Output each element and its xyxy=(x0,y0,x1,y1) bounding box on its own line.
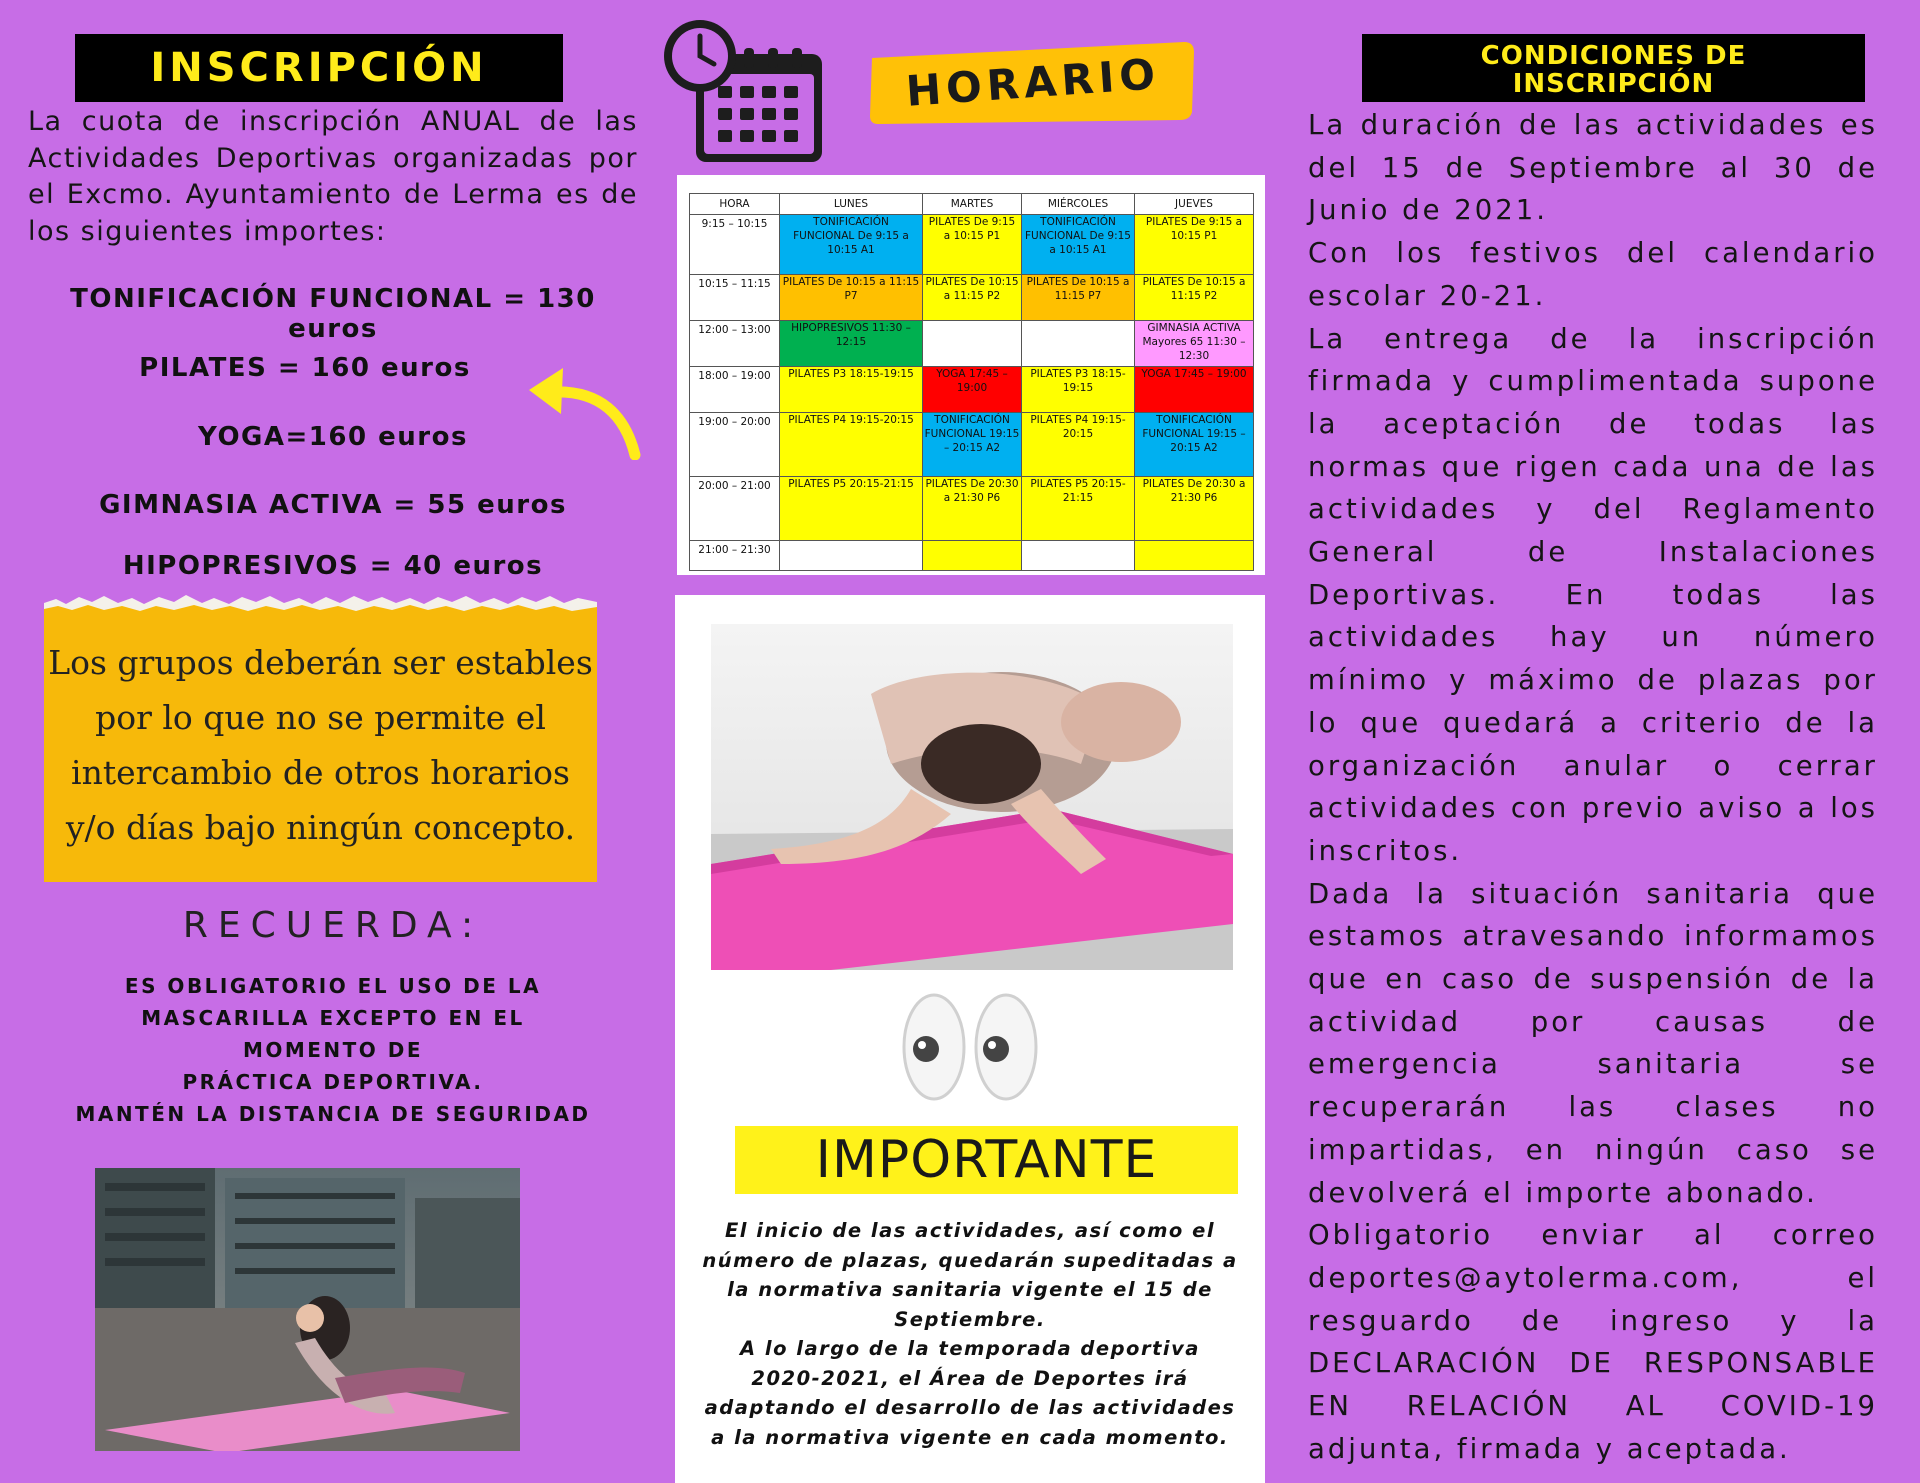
schedule-header-2: MARTES xyxy=(923,194,1022,215)
importante-title: IMPORTANTE xyxy=(815,1130,1158,1190)
horario-title: HORARIO xyxy=(904,49,1162,116)
importante-line: a la normativa vigente en cada momento. xyxy=(711,1425,1229,1449)
schedule-cell: PILATES P4 19:15-20:15 xyxy=(780,413,923,477)
schedule-hour: 12:00 – 13:00 xyxy=(690,321,780,367)
schedule-cell: PILATES De 10:15 a 11:15 P2 xyxy=(923,275,1022,321)
schedule-cell xyxy=(780,541,923,571)
price-pilates: PILATES = 160 euros xyxy=(139,353,471,383)
schedule-hour: 20:00 – 21:00 xyxy=(690,477,780,541)
price-hipopresivos: HIPOPRESIVOS = 40 euros xyxy=(122,551,544,581)
schedule-cell xyxy=(923,321,1022,367)
importante-line: la normativa sanitaria vigente el 15 de xyxy=(727,1278,1213,1301)
importante-line: adaptando el desarrollo de las actividades xyxy=(704,1396,1236,1419)
condiciones-paragraph: La duración de las actividades es del 15 de Septiembre al 30 de Junio de 2021. xyxy=(1308,109,1878,227)
importante-line: El inicio de las actividades, así como el xyxy=(724,1219,1215,1242)
schedule-header-0: HORA xyxy=(690,194,780,215)
notice-box xyxy=(44,605,597,882)
condiciones-body xyxy=(1308,104,1878,1471)
schedule-cell: PILATES De 20:30 a 21:30 P6 xyxy=(923,477,1022,541)
schedule-cell: PILATES De 20:30 a 21:30 P6 xyxy=(1135,477,1254,541)
condiciones-paragraph: Dada la situación sanitaria que estamos atravesando informamos que en caso de suspensión de la actividad por causas de emergencia sanitaria se recuperarán las clases no impartidas, en ningún caso se devolverá el importe abonado. xyxy=(1308,877,1878,1209)
price-yoga: YOGA=160 euros xyxy=(198,422,468,452)
schedule-cell: PILATES P3 18:15-19:15 xyxy=(1022,367,1135,413)
schedule-cell: PILATES De 9:15 a 10:15 P1 xyxy=(923,215,1022,275)
schedule-header-4: JUEVES xyxy=(1135,194,1254,215)
photo-woman-yoga-child-pose xyxy=(711,624,1233,970)
condiciones-title xyxy=(1362,34,1865,102)
notice-text: Los grupos deberán ser estables por lo que no se permite el intercambio de otros horarios y/o días bajo ningún concepto. xyxy=(48,643,593,847)
schedule-cell: TONIFICACIÓN FUNCIONAL 19:15 – 20:15 A2 xyxy=(1135,413,1254,477)
schedule-cell: HIPOPRESIVOS 11:30 – 12:15 xyxy=(780,321,923,367)
schedule-cell: PILATES De 9:15 a 10:15 P1 xyxy=(1135,215,1254,275)
schedule-cell: PILATES P5 20:15-21:15 xyxy=(1022,477,1135,541)
schedule-row xyxy=(690,541,1254,571)
schedule-row xyxy=(690,275,1254,321)
schedule-hour: 9:15 – 10:15 xyxy=(690,215,780,275)
recuerda-line: PRÁCTICA DEPORTIVA. xyxy=(182,1070,484,1094)
schedule-cell xyxy=(1022,541,1135,571)
price-tonificacion: TONIFICACIÓN FUNCIONAL = 130 euros xyxy=(70,284,596,344)
recuerda-line: MANTÉN LA DISTANCIA DE SEGURIDAD xyxy=(75,1102,591,1126)
schedule-cell: YOGA 17:45 – 19:00 xyxy=(923,367,1022,413)
schedule-table xyxy=(689,193,1254,571)
curved-arrow-icon xyxy=(515,360,645,460)
importante-line: Septiembre. xyxy=(894,1307,1046,1331)
recuerda-line: MASCARILLA EXCEPTO EN EL xyxy=(141,1006,525,1030)
schedule-hour: 21:00 – 21:30 xyxy=(690,541,780,571)
schedule-cell: TONIFICACIÓN FUNCIONAL De 9:15 a 10:15 A1 xyxy=(1022,215,1135,275)
schedule-cell: PILATES De 10:15 a 11:15 P2 xyxy=(1135,275,1254,321)
schedule-hour: 10:15 – 11:15 xyxy=(690,275,780,321)
torn-paper-edge xyxy=(44,591,597,615)
recuerda-body xyxy=(28,970,638,1130)
schedule-row xyxy=(690,413,1254,477)
inscripcion-intro: La cuota de inscripción ANUAL de las Actividades Deportivas organizadas por el Excmo. Ayuntamiento de Lerma es de los siguientes importes: xyxy=(28,106,638,247)
schedule-cell xyxy=(1022,321,1135,367)
schedule-cell: TONIFICACIÓN FUNCIONAL 19:15 – 20:15 A2 xyxy=(923,413,1022,477)
condiciones-paragraph: La entrega de la inscripción firmada y cumplimentada supone la aceptación de todas las normas que rigen cada una de las actividades y del Reglamento General de Instalaciones Deportivas. En todas las actividades hay un número mínimo y máximo de plazas por lo que quedará a criterio de la organización anular o cerrar actividades con previo aviso a los inscritos. xyxy=(1308,322,1878,867)
importante-line: A lo largo de la temporada deportiva xyxy=(740,1337,1200,1360)
schedule-cell: PILATES De 10:15 a 11:15 P7 xyxy=(1022,275,1135,321)
importante-body xyxy=(700,1216,1240,1452)
condiciones-paragraph: Con los festivos del calendario escolar 20-21. xyxy=(1308,237,1878,312)
schedule-row xyxy=(690,215,1254,275)
price-gimnasia: GIMNASIA ACTIVA = 55 euros xyxy=(99,490,567,520)
clock-calendar-icon xyxy=(662,18,827,166)
schedule-row xyxy=(690,367,1254,413)
schedule-row xyxy=(690,321,1254,367)
schedule-hour: 18:00 – 19:00 xyxy=(690,367,780,413)
condiciones-title-line: CONDICIONES DE xyxy=(1480,41,1747,71)
condiciones-paragraph: Obligatorio enviar al correo deportes@aytolerma.com, el resguardo de ingreso y la DECLARACIÓN DE RESPONSABLE EN RELACIÓN AL COVID-19 adjunta, firmada y aceptada. xyxy=(1308,1219,1878,1465)
schedule-header-1: LUNES xyxy=(780,194,923,215)
importante-line: número de plazas, quedarán supeditadas a xyxy=(702,1248,1238,1272)
schedule-table-container xyxy=(677,175,1265,575)
inscripcion-title: INSCRIPCIÓN xyxy=(75,34,563,102)
schedule-cell: YOGA 17:45 – 19:00 xyxy=(1135,367,1254,413)
schedule-cell: PILATES De 10:15 a 11:15 P7 xyxy=(780,275,923,321)
schedule-cell xyxy=(923,541,1022,571)
recuerda-line: ES OBLIGATORIO EL USO DE LA xyxy=(124,974,542,998)
photo-woman-stretching-rooftop xyxy=(95,1168,520,1451)
schedule-header-3: MIÉRCOLES xyxy=(1022,194,1135,215)
schedule-cell: TONIFICACIÓN FUNCIONAL De 9:15 a 10:15 A1 xyxy=(780,215,923,275)
importante-line: 2020-2021, el Área de Deportes irá xyxy=(751,1366,1189,1390)
recuerda-line: MOMENTO DE xyxy=(242,1038,424,1062)
schedule-cell: PILATES P5 20:15-21:15 xyxy=(780,477,923,541)
schedule-row xyxy=(690,477,1254,541)
condiciones-title-line: INSCRIPCIÓN xyxy=(1512,69,1715,99)
recuerda-title: RECUERDA: xyxy=(182,905,484,946)
schedule-cell xyxy=(1135,541,1254,571)
schedule-hour: 19:00 – 20:00 xyxy=(690,413,780,477)
eyes-icon xyxy=(898,992,1044,1102)
schedule-cell: GIMNASIA ACTIVA Mayores 65 11:30 – 12:30 xyxy=(1135,321,1254,367)
schedule-cell: PILATES P4 19:15-20:15 xyxy=(1022,413,1135,477)
schedule-cell: PILATES P3 18:15-19:15 xyxy=(780,367,923,413)
